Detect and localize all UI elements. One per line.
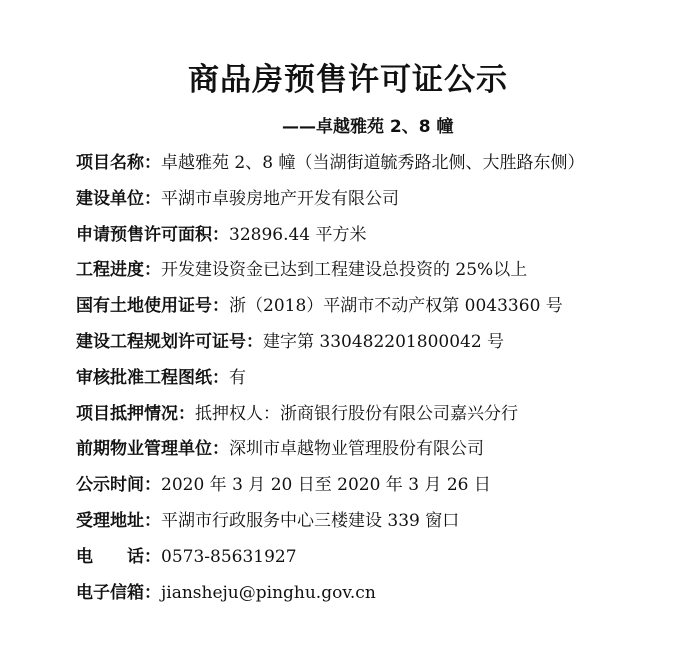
field-planning-permit	[76, 329, 686, 365]
field-value: 浙（2018）平湖市不动产权第 0043360 号	[229, 296, 563, 317]
field-label: 项目抵押情况：	[76, 403, 195, 424]
field-value: 32896.44 平方米	[229, 224, 367, 245]
field-property-management	[76, 436, 686, 472]
field-value: 平湖市卓骏房地产开发有限公司	[161, 188, 399, 209]
field-value: 卓越雅苑 2、8 幢（当湖街道毓秀路北侧、大胜路东侧）	[161, 153, 585, 173]
page-title: 商品房预售许可证公示	[188, 62, 508, 98]
field-label: 电子信箱：	[76, 582, 161, 603]
field-mortgage	[76, 401, 686, 437]
field-label: 电 话：	[76, 546, 161, 567]
field-label: 公示时间：	[76, 475, 161, 496]
field-value: 抵押权人：浙商银行股份有限公司嘉兴分行	[195, 403, 518, 424]
field-value: 0573-85631927	[161, 546, 297, 567]
field-label: 申请预售许可面积：	[76, 224, 229, 245]
field-label: 工程进度：	[76, 260, 161, 281]
field-label: 项目名称：	[76, 153, 161, 173]
field-value: 平湖市行政服务中心三楼建设 339 窗口	[161, 510, 460, 531]
field-progress	[76, 257, 686, 293]
field-notice-period	[76, 472, 686, 508]
field-value: 2020 年 3 月 20 日至 2020 年 3 月 26 日	[161, 475, 491, 496]
field-label: 建设工程规划许可证号：	[76, 331, 263, 352]
field-developer	[76, 186, 686, 222]
field-approved-drawings	[76, 365, 686, 401]
field-value: 开发建设资金已达到工程建设总投资的 25%以上	[161, 260, 528, 281]
field-address	[76, 508, 686, 544]
field-value: 有	[229, 367, 246, 388]
page-subtitle: ——卓越雅苑 2、8 幢	[282, 117, 454, 137]
field-label: 建设单位：	[76, 188, 161, 209]
field-label: 前期物业管理单位：	[76, 439, 229, 460]
field-presale-area	[76, 222, 686, 258]
field-project-name	[76, 150, 686, 186]
field-phone	[76, 544, 686, 580]
field-value: 建字第 330482201800042 号	[263, 331, 505, 352]
field-email	[76, 580, 686, 616]
field-land-certificate	[76, 293, 686, 329]
info-list	[76, 150, 686, 615]
field-label: 国有土地使用证号：	[76, 296, 229, 317]
field-label: 受理地址：	[76, 510, 161, 531]
field-value: 深圳市卓越物业管理股份有限公司	[229, 439, 484, 460]
field-value: jiansheju@pinghu.gov.cn	[161, 582, 376, 603]
field-label: 审核批准工程图纸：	[76, 367, 229, 388]
